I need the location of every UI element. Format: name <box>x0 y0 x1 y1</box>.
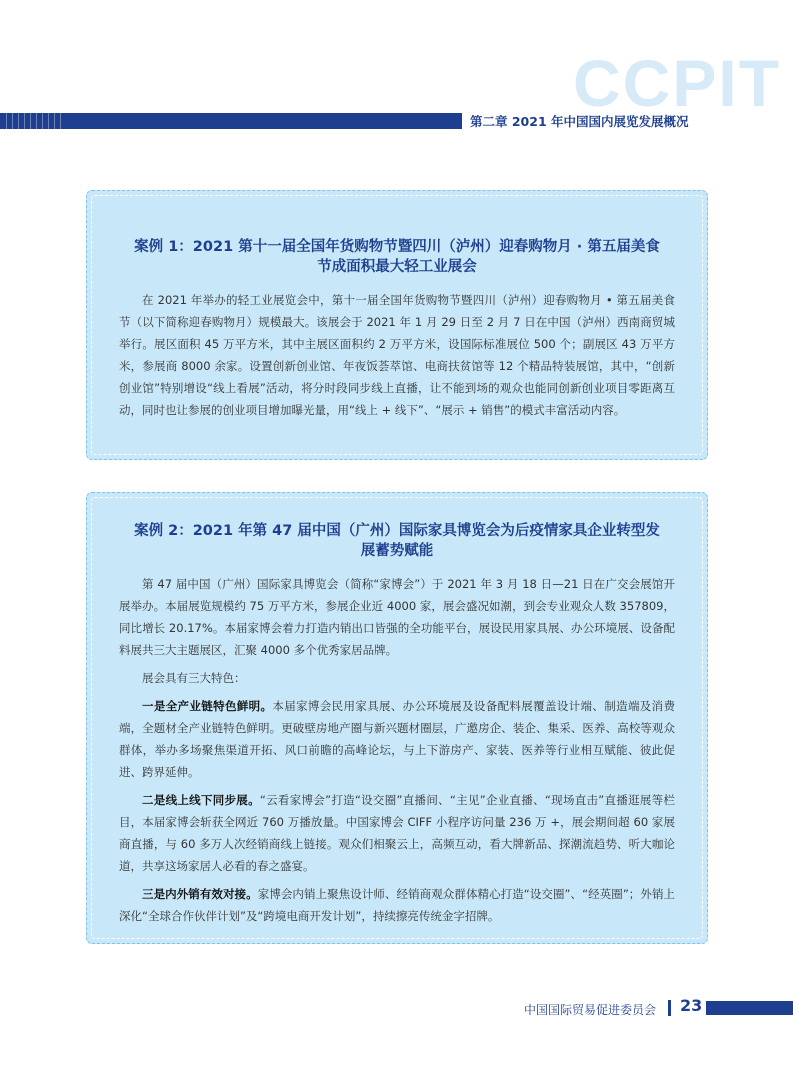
case-1-title-line-2: 节成面积最大轻工业展会 <box>317 259 477 275</box>
case-1-box <box>86 190 708 460</box>
footer-bar <box>706 1001 793 1015</box>
case-2-intro-paragraph: 第 47 届中国（广州）国际家具博览会（简称“家博会”）于 2021 年 3 月 18 日—21 日在广交会展馆开展举办。本届展览规模约 75 万平方米，参展企业近 4000 家，展会盛况如潮，到会专业观众人数 357809，同比增长 20.17%。本届家博会着力打造内销出口皆强的全功能平台，展设民用家具展、办公环境展、设备配料展共三大主题展区，汇聚 4000 多个优秀家居品牌。 <box>119 577 675 657</box>
case-2-features-lead: 展会具有三大特色： <box>142 671 246 685</box>
chapter-title: 第二章 2021 年中国国内展览发展概况 <box>470 114 689 129</box>
footer-organization: 中国国际贸易促进委员会 <box>524 1003 657 1017</box>
case-2-title-line-1: 案例 2：2021 年第 47 届中国（广州）国际家具博览会为后疫情家具企业转型发 <box>134 523 660 539</box>
feature-1-heading: 一是全产业链特色鲜明。 <box>142 699 273 713</box>
page-number: 23 <box>680 996 703 1015</box>
case-2-feature-2 <box>119 789 675 877</box>
feature-1-text: 本届家博会民用家具展、办公环境展及设备配料展覆盖设计端、制造端及消费端，全题材全产业链特色鲜明。更破壁房地产圈与新兴题材圈层，广邀房企、装企、集采、医养、高校等观众群体，举办多场聚焦渠道开拓、风口前瞻的高峰论坛，与上下游房产、家装、医养等行业相互赋能、彼此促进、跨界延伸。 <box>119 699 675 779</box>
case-1-title <box>119 237 675 277</box>
case-2-title <box>119 521 675 561</box>
case-2-feature-1 <box>119 695 675 783</box>
case-1-paragraph: 在 2021 年举办的轻工业展览会中，第十一届全国年货购物节暨四川（泸州）迎春购物月 • 第五届美食节（以下简称迎春购物月）规模最大。该展会于 2021 年 1 月 29 日至 2 月 7 日在中国（泸州）西南商贸城举行。展区面积 45 万平方米，其中主展区面积约 2 万平方米，设国际标准展位 500 个；副展区 43 万平方米，参展商 8000 余家。设置创新创业馆、年夜饭荟萃馆、电商扶贫馆等 12 个精品特装展馆，其中，“创新创业馆”特别增设“线上看展”活动，将分时段同步线上直播，让不能到场的观众也能同创新创业项目零距离互动，同时也让参展的创业项目增加曝光量，用“线上 + 线下”、“展示 + 销售”的模式丰富活动内容。 <box>119 293 675 417</box>
case-2-title-line-2: 展蓄势赋能 <box>360 543 434 559</box>
header-bar <box>0 113 462 129</box>
ccpit-logo: CCPIT <box>573 46 781 120</box>
footer-separator <box>668 1000 671 1016</box>
case-2-box <box>86 492 708 944</box>
feature-2-heading: 二是线上线下同步展。 <box>142 793 260 807</box>
feature-2-text: “云看家博会”打造“设交圈”直播间、“主见”企业直播、“现场直击”直播逛展等栏目，本届家博会斩获全网近 760 万播放量。中国家博会 CIFF 小程序访问量 236 万 +，展会期间超 60 家展商直播，与 60 多万人次经销商线上链接。观众们相聚云上，高频互动，看大牌新品、探潮流趋势、听大咖论道，共享这场家居人必看的春之盛宴。 <box>119 793 675 873</box>
case-1-title-line-1: 案例 1：2021 第十一届全国年货购物节暨四川（泸州）迎春购物月 · 第五届美食 <box>134 239 660 255</box>
header-bar-ticks <box>6 113 66 129</box>
case-2-feature-3 <box>119 883 675 927</box>
feature-3-heading: 三是内外销有效对接。 <box>142 887 258 901</box>
feature-3-text: 家博会内销上聚焦设计师、经销商观众群体精心打造“设交圈”、“经英圈”；外销上深化“全球合作伙伴计划”及“跨境电商开发计划”，持续擦亮传统金字招牌。 <box>119 887 676 923</box>
